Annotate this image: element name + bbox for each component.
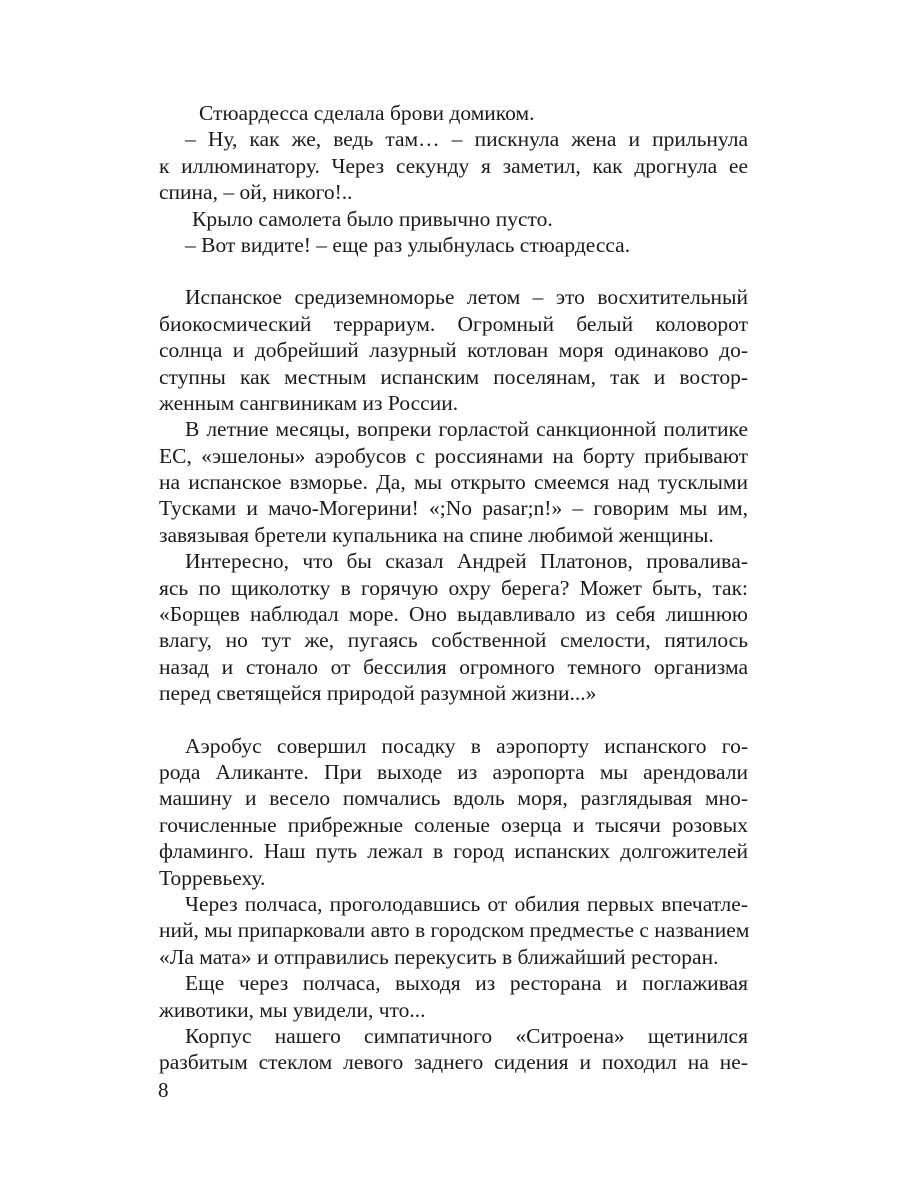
paragraph-line: ЕС, «эшелоны» аэробусов с россиянами на борту прибывают	[159, 443, 748, 468]
paragraph-line: животики, мы увидели, что...	[159, 997, 426, 1022]
paragraph-line: на испанское взморье. Да, мы открыто смеемся над тусклыми	[159, 470, 748, 495]
paragraph-line: спина, – ой, никого!..	[159, 180, 353, 205]
paragraph-line: назад и стонало от бессилия огромного темного организма	[159, 654, 748, 679]
paragraph-line: гочисленные прибрежные соленые озерца и тысячи розовых	[159, 812, 748, 837]
paragraph-line: Аэробус совершил посадку в аэропорту испанского го-	[185, 733, 748, 758]
paragraph-line: солнца и добрейший лазурный котлован моря одинаково до-	[159, 338, 748, 363]
section-gap	[159, 258, 748, 284]
paragraph-line: В летние месяцы, вопреки горластой санкционной политике	[185, 417, 748, 442]
paragraph-line: ступны как местным испанским поселянам, так и востор-	[159, 364, 748, 389]
dialogue-section	[159, 100, 748, 258]
paragraph-line: Испанское средиземноморье летом – это восхитительный	[185, 285, 748, 310]
paragraph-line: ний, мы припарковали авто в городском предместье с названием	[159, 918, 750, 943]
paragraph-line: перед светящейся природой разумной жизни...»	[159, 681, 597, 706]
paragraph-line: рода Аликанте. При выходе из аэропорта мы арендовали	[159, 759, 748, 784]
paragraph-line: машину и весело помчались вдоль моря, разглядывая мно-	[159, 786, 748, 811]
paragraph-line: фламинго. Наш путь лежал в город испанских долгожителей	[159, 839, 748, 864]
paragraph-line: женным сангвиникам из России.	[159, 390, 459, 415]
paragraph-line: разбитым стеклом левого заднего сидения и походил на не-	[159, 1050, 748, 1075]
paragraph-line: Через полчаса, проголодавшись от обилия первых впечатле-	[185, 891, 748, 916]
paragraph-line: влагу, но тут же, пугаясь собственной смелости, пятилось	[159, 628, 748, 653]
paragraph-line: ясь по щиколотку в горячую охру берега? Может быть, так:	[159, 575, 748, 600]
spain-section	[159, 284, 748, 706]
alicante-section	[159, 733, 748, 1076]
page-number: 8	[158, 1078, 169, 1102]
paragraph-line: Стюардесса сделала брови домиком.	[199, 101, 535, 125]
paragraph-line: «Борщев наблюдал море. Оно выдавливало из себя лишнюю	[159, 602, 748, 627]
paragraph-line: завязывая бретели купальника на спине любимой женщины.	[159, 522, 714, 547]
paragraph-line: Интересно, что бы сказал Андрей Платонов, проваливa-	[185, 549, 748, 574]
paragraph-line: Корпус нашего симпатичного «Ситроена» щетинился	[185, 1023, 748, 1048]
paragraph-line: к иллюминатору. Через секунду я заметил, как дрогнула ее	[159, 153, 748, 178]
paragraph-line: Торревьеху.	[159, 865, 266, 890]
book-page-text	[159, 100, 748, 1076]
paragraph-line: «Ла мата» и отправились перекусить в ближайший ресторан.	[159, 944, 719, 969]
paragraph-line: биокосмический террариум. Огромный белый коловорот	[159, 311, 748, 336]
paragraph-line: Еще через полчаса, выходя из ресторана и поглаживая	[185, 971, 748, 996]
paragraph-line: – Вот видите! – еще раз улыбнулась стюардесса.	[185, 232, 631, 257]
paragraph-line: Крыло самолета было привычно пусто.	[192, 206, 553, 231]
paragraph-line: – Ну, как же, ведь там… – пискнула жена и прильнула	[185, 127, 748, 152]
section-gap	[159, 707, 748, 733]
paragraph-line: Тусками и мачо-Могерини! «;No pasar;n!» – говорим мы им,	[159, 496, 748, 521]
